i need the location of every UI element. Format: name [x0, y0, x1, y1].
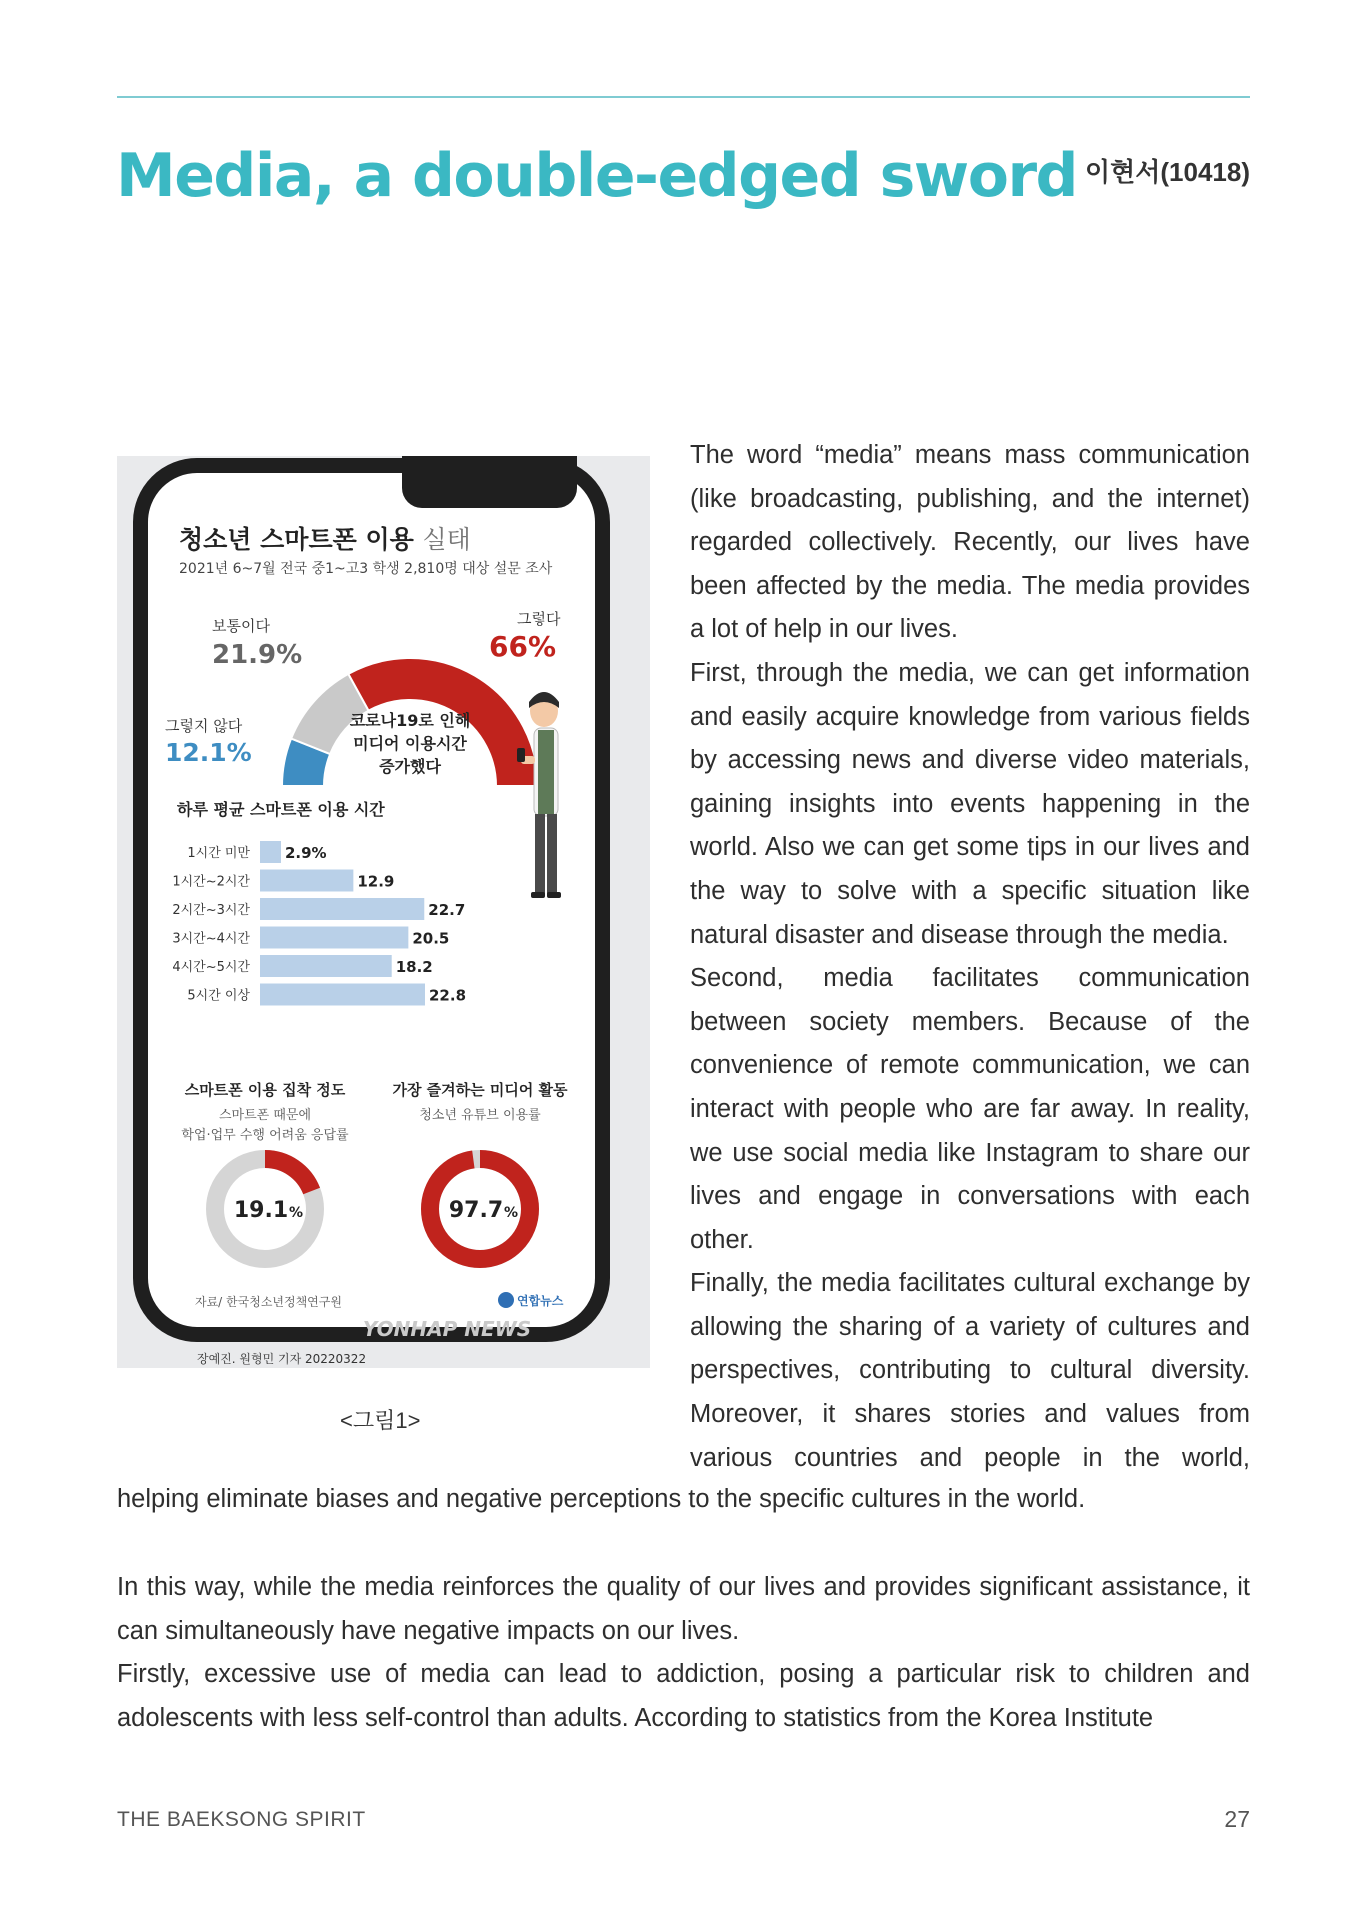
ring-headings: [181, 1081, 568, 1143]
author-name: 이현서(10418): [1085, 157, 1250, 187]
ring-right-value: 97.7: [448, 1198, 504, 1223]
bar-label: 1시간~2시간: [172, 874, 250, 890]
ring-left-unit: %: [289, 1205, 304, 1221]
label-no: 그렇지 않다: [165, 717, 243, 735]
bar-value: 12.9: [357, 872, 395, 891]
article-title: Media, a double-edged sword: [116, 141, 1077, 211]
paragraph-second: Second, media facilitates communication between society members. Because of the convenience of remote communication, we can interact with people who are far away. In reality, we use social media like Instagram to share our lives and engage in conversations with each other.: [690, 964, 1250, 1254]
publication-name: THE BAEKSONG SPIRIT: [117, 1808, 366, 1831]
bar: [260, 984, 425, 1006]
page-number: 27: [1224, 1806, 1250, 1832]
value-neutral: 21.9%: [212, 640, 303, 670]
ring-youtube: [430, 1159, 530, 1259]
bar-label: 1시간 미만: [187, 846, 250, 861]
bar-value: 18.2: [395, 958, 433, 976]
bar-label: 3시간~4시간: [172, 931, 250, 947]
infographic-subtitle: 2021년 6~7월 전국 중1~고3 학생 2,810명 대상 설문 조사: [179, 561, 553, 577]
bar: [260, 927, 408, 949]
infographic-chart: [117, 456, 650, 1368]
paragraph-intro: The word “media” means mass communication (like broadcasting, publishing, and the internet) regarded collectively. Recently, our lives have been affected by the media. The media provides a lot of help in our lives.: [690, 441, 1250, 644]
bar-value: 22.7: [428, 901, 466, 919]
ring-right-sub1: 청소년 유튜브 이용률: [419, 1108, 541, 1123]
infographic-title-light: 실태: [422, 525, 471, 554]
ring-left-sub2: 학업·업무 수행 어려움 응답률: [181, 1128, 349, 1143]
yonhap-watermark: YONHAP NEWS: [362, 1317, 532, 1341]
data-source: 자료/ 한국청소년정책연구원: [195, 1295, 342, 1309]
header-rule: [117, 96, 1250, 98]
center-question-text: [350, 711, 471, 776]
bar: [260, 841, 281, 863]
ring-right-unit: %: [504, 1205, 519, 1221]
figure-caption: <그림1>: [340, 1408, 421, 1433]
reporter-credit: 장예진. 원형민 기자 20220322: [197, 1352, 367, 1366]
paragraph-firstly: Firstly, excessive use of media can lead to addiction, posing a particular risk to children and adolescents with less self-control than adults. According to statistics from the Korea Institute: [117, 1660, 1250, 1732]
paragraph-finally-continued: helping eliminate biases and negative perceptions to the specific cultures in the world.: [117, 1485, 1086, 1513]
label-yes: 그렇다: [517, 610, 561, 628]
bar: [260, 955, 392, 977]
ring-left-sub1: 스마트폰 때문에: [218, 1108, 312, 1123]
ring-obsession: [215, 1159, 315, 1259]
bar: [260, 898, 424, 920]
value-no: 12.1%: [165, 738, 252, 767]
paragraph-finally: Finally, the media facilitates cultural exchange by allowing the sharing of a variety of cultures and perspectives, contributing to cultural diversity. Moreover, it shares stories and values from various countries and people in the world,: [690, 1269, 1250, 1472]
paragraph-transition: In this way, while the media reinforces the quality of our lives and provides significant assistance, it can simultaneously have negative impacts on our lives.: [117, 1573, 1250, 1645]
center-line-1: 코로나19로 인해: [349, 711, 471, 730]
infographic-title-bold: 청소년 스마트폰 이용: [179, 525, 414, 554]
ring-left-heading: 스마트폰 이용 집착 정도: [184, 1081, 346, 1099]
bar-label: 5시간 이상: [187, 988, 250, 1004]
yonhap-logo-text: 연합뉴스: [517, 1294, 564, 1308]
usage-bars: [172, 841, 466, 1006]
infographic-figure: [117, 456, 650, 1368]
label-neutral: 보통이다: [212, 617, 270, 635]
ring-left-value: 19.1: [233, 1198, 289, 1223]
bar-label: 4시간~5시간: [172, 960, 250, 975]
ring-right-heading: 가장 즐겨하는 미디어 활동: [392, 1081, 568, 1099]
bar-value: 20.5: [412, 929, 450, 948]
center-line-3: 증가했다: [379, 757, 441, 776]
body-right-column: [690, 434, 1250, 1480]
center-line-2: 미디어 이용시간: [353, 734, 467, 753]
bars-heading: 하루 평균 스마트폰 이용 시간: [177, 800, 385, 819]
yonhap-logo: [498, 1292, 564, 1308]
bar: [260, 870, 353, 892]
bar-value: 22.8: [429, 986, 467, 1005]
bar-value: 2.9%: [284, 844, 327, 862]
bar-label: 2시간~3시간: [172, 903, 250, 918]
value-yes: 66%: [489, 630, 557, 663]
student-illustration: [517, 692, 561, 898]
paragraph-first: First, through the media, we can get information and easily acquire knowledge from various fields by accessing news and diverse video materials, gaining insights into events happening in the world. Also we can get some tips in our lives and the way to solve with a specific situation like natural disaster and disease through the media.: [690, 658, 1250, 949]
